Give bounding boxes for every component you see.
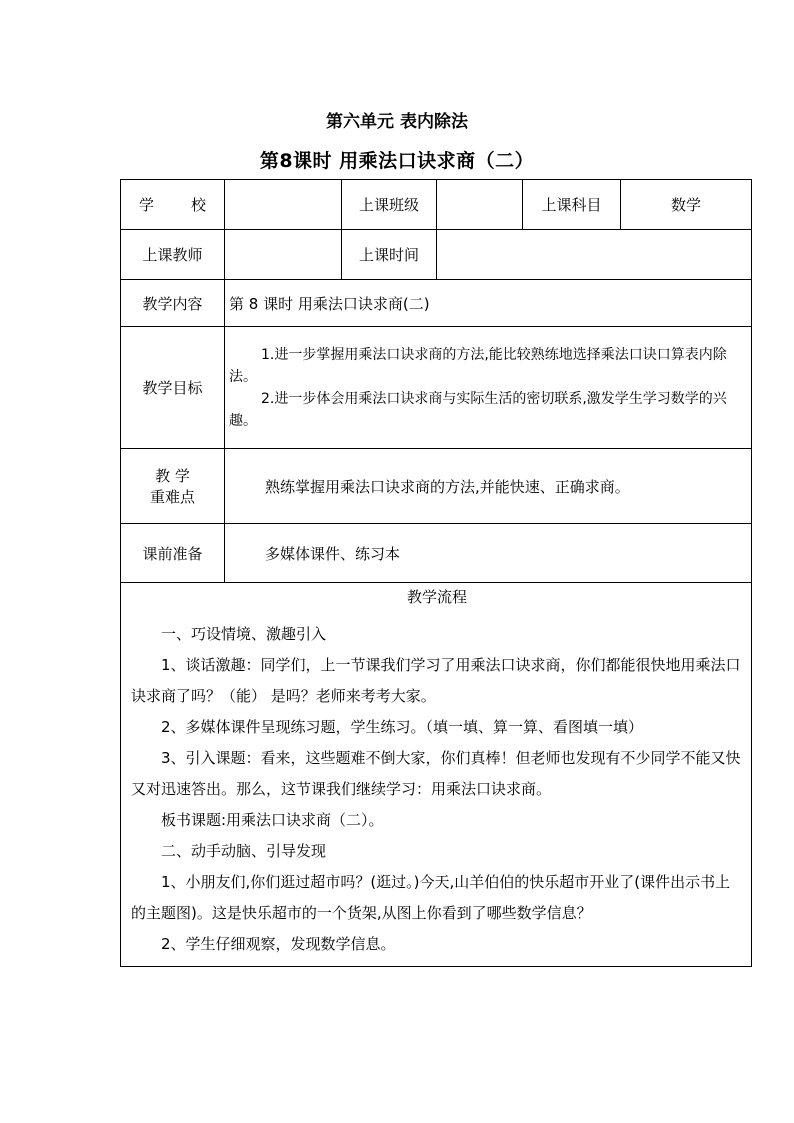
row-prep [121, 524, 752, 583]
row-keypoints [121, 449, 752, 524]
school-label-char-2: 校 [190, 196, 206, 214]
subject-value: 数学 [621, 180, 752, 230]
lesson-title: 第8课时 用乘法口诀求商（二） [259, 150, 535, 172]
flow-paragraph: 1、谈话激趣：同学们，上一节课我们学习了用乘法口诀求商，你们都能很快地用乘法口诀求商了吗？（能） 是吗？老师来考考大家。 [131, 656, 741, 705]
time-value[interactable] [437, 230, 752, 280]
flow-paragraph: 2、学生仔细观察，发现数学信息。 [161, 935, 396, 953]
goals-label: 教学目标 [121, 327, 225, 449]
goal-item-2: 2.进一步体会用乘法口诀求商与实际生活的密切联系,激发学生学习数学的兴趣。 [229, 390, 727, 429]
school-label-char-1: 学 [139, 196, 155, 214]
flow-paragraph: 板书课题:用乘法口诀求商（二）。 [161, 811, 384, 829]
flow-section-1-heading: 一、巧设情境、激趣引入 [161, 625, 327, 643]
flow-paragraph: 3、引入课题：看来，这些题难不倒大家，你们真棒！但老师也发现有不少同学不能又快又对迅速答出。那么，这节课我们继续学习：用乘法口诀求商。 [131, 749, 741, 798]
row-flow [121, 583, 752, 967]
row-content [121, 280, 752, 327]
flow-paragraph: 1、小朋友们,你们逛过超市吗？(逛过。)今天,山羊伯伯的快乐超市开业了(课件出示书上的主题图)。这是快乐超市的一个货架,从图上你看到了哪些数学信息？ [131, 873, 731, 922]
goal-item-1: 1.进一步掌握用乘法口诀求商的方法,能比较熟练地选择乘法口诀口算表内除法。 [229, 346, 727, 385]
class-label: 上课班级 [342, 180, 437, 230]
row-goals [121, 327, 752, 449]
class-value[interactable] [437, 180, 523, 230]
row-school [121, 180, 752, 230]
flow-paragraph: 2、多媒体课件呈现练习题，学生练习。（填一填、算一算、看图填一填） [161, 718, 644, 736]
flow-title: 教学流程 [406, 588, 467, 606]
lesson-plan-table [120, 179, 752, 967]
flow-section-2-heading: 二、动手动脑、引导发现 [161, 842, 327, 860]
keypoints-value: 熟练掌握用乘法口诀求商的方法,并能快速、正确求商。 [225, 449, 752, 524]
content-label: 教学内容 [121, 280, 225, 327]
flow-cell [121, 583, 752, 967]
goals-cell [225, 327, 752, 449]
content-value: 第 8 课时 用乘法口诀求商(二) [225, 280, 752, 327]
prep-value: 多媒体课件、练习本 [225, 524, 752, 583]
keypoints-label [121, 449, 225, 524]
subject-label: 上课科目 [523, 180, 621, 230]
keypoints-label-line2: 重难点 [149, 488, 195, 506]
unit-title: 第六单元 表内除法 [326, 112, 468, 132]
teacher-label: 上课教师 [121, 230, 225, 280]
prep-label: 课前准备 [121, 524, 225, 583]
row-teacher [121, 230, 752, 280]
school-value[interactable] [225, 180, 342, 230]
time-label: 上课时间 [342, 230, 437, 280]
school-label-cell [121, 180, 225, 230]
teacher-value[interactable] [225, 230, 342, 280]
keypoints-label-line1: 教 学 [155, 467, 190, 485]
